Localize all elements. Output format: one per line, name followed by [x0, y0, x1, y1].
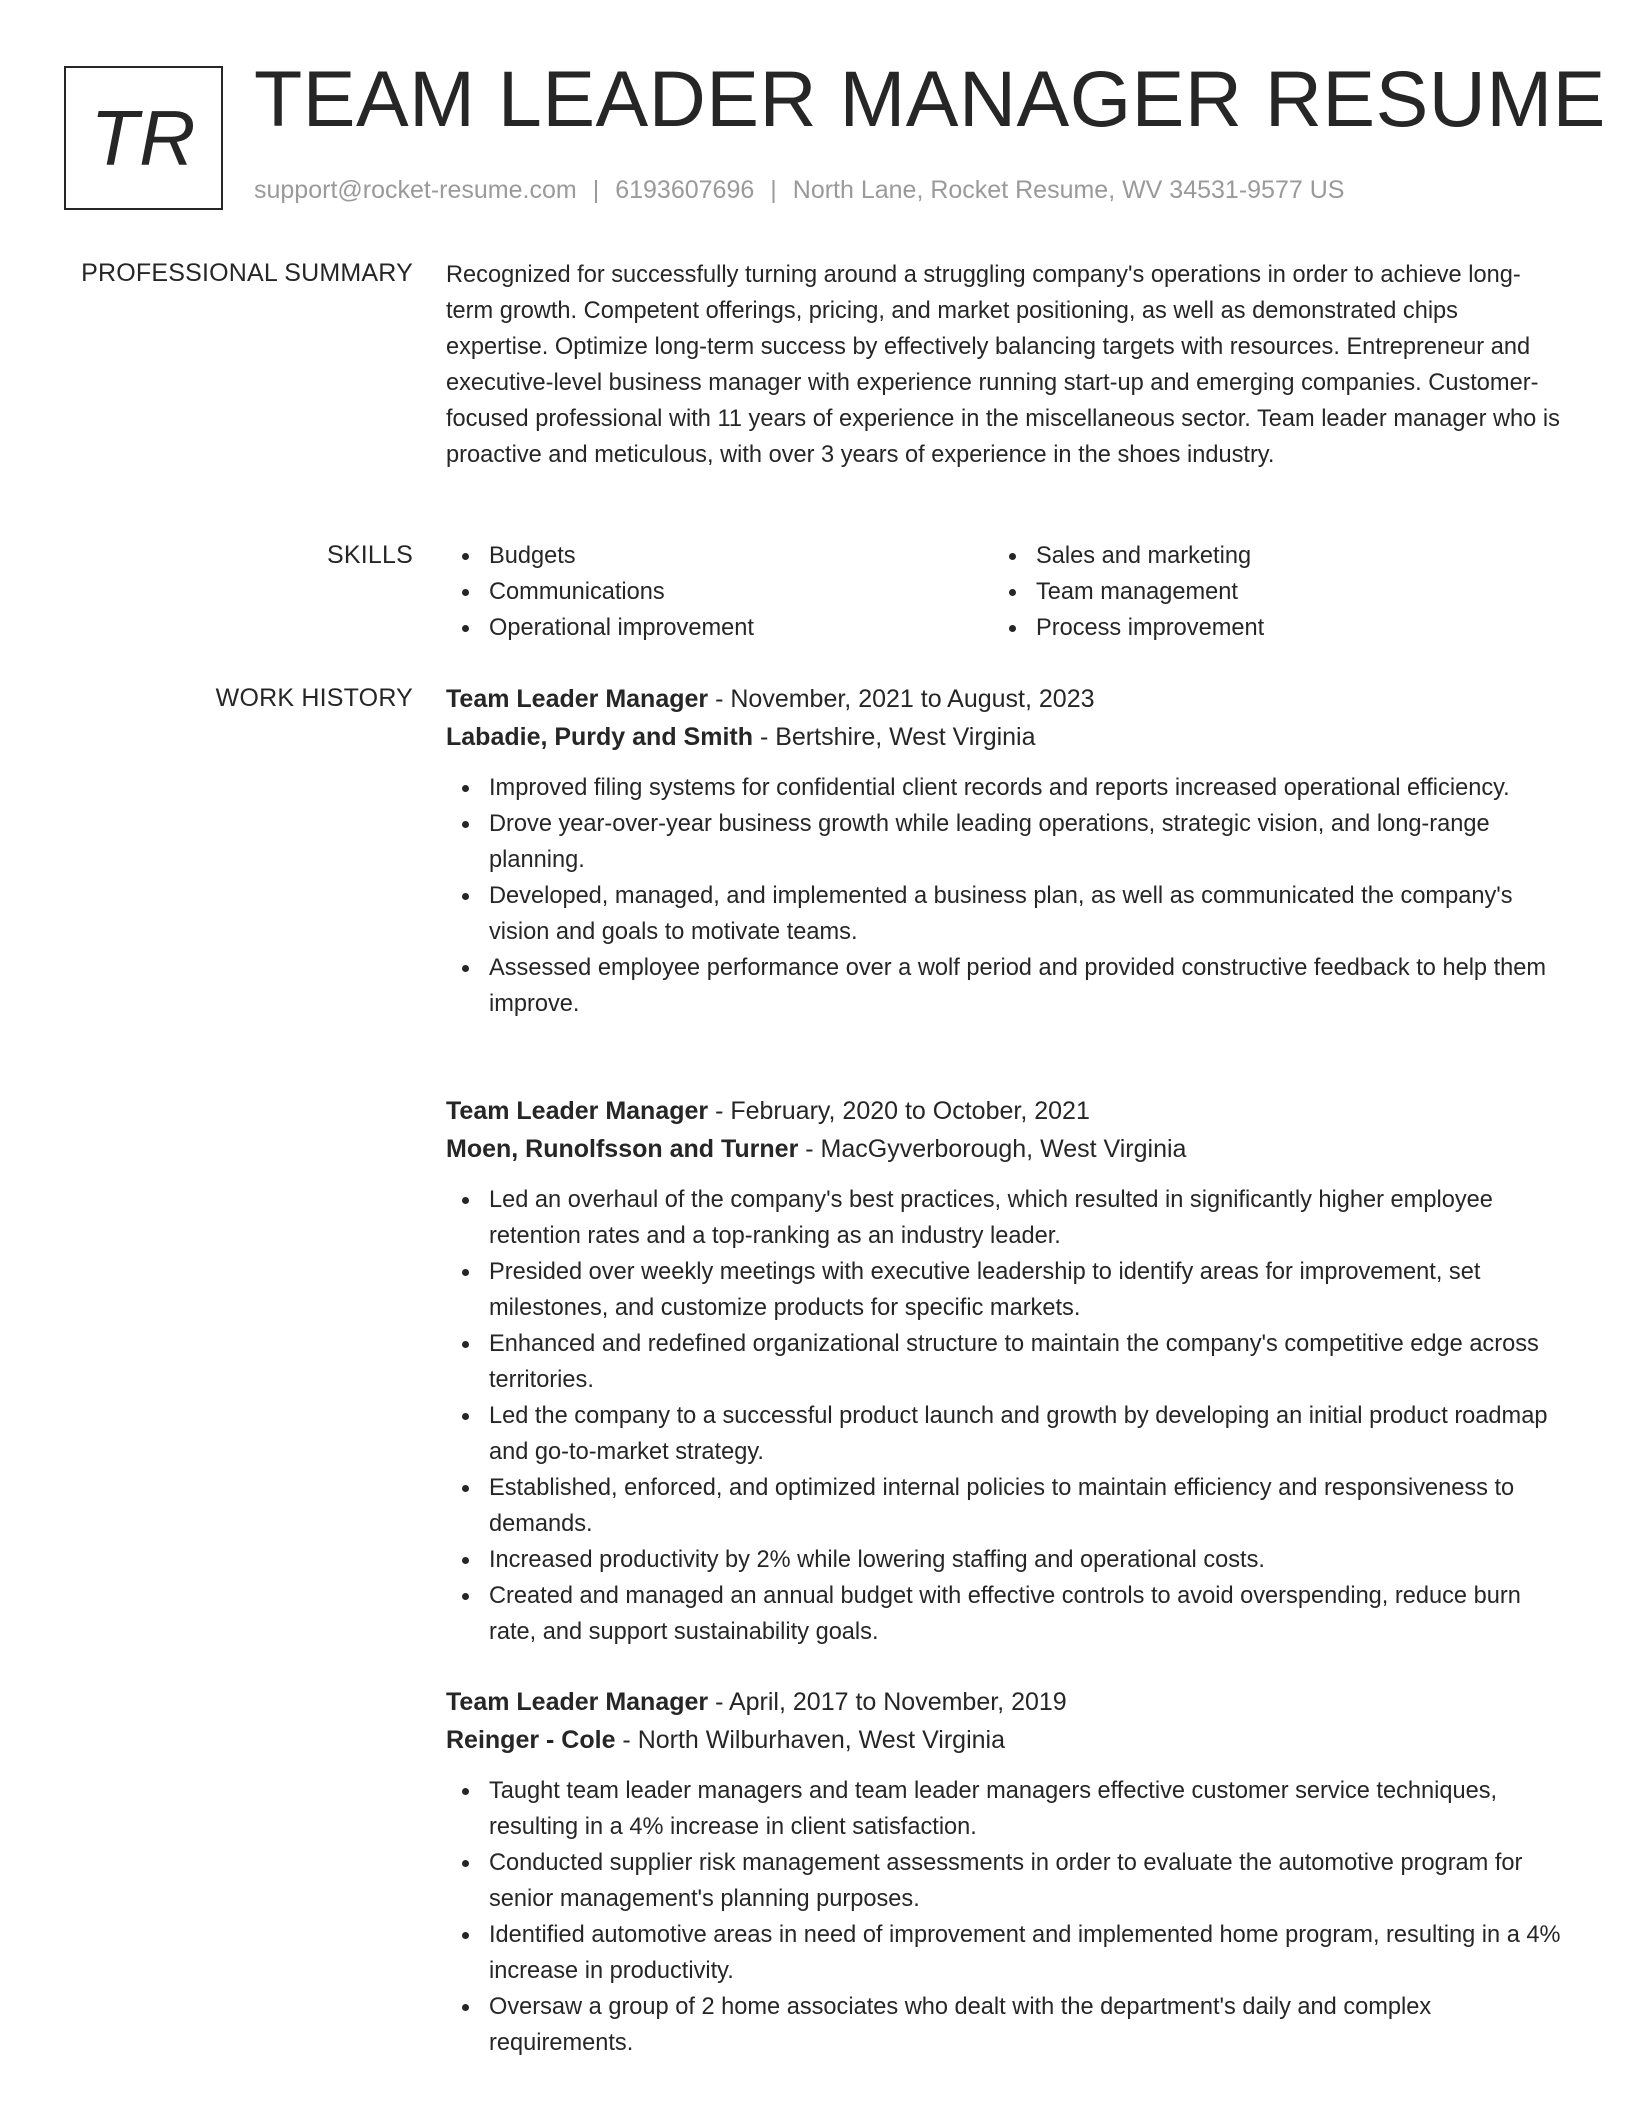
skill-item: Process improvement — [993, 610, 1540, 646]
skill-item: Operational improvement — [446, 610, 993, 646]
monogram-logo: TR — [64, 66, 223, 210]
job-bullet: Assessed employee performance over a wolf period and provided constructive feedback to help them improve. — [446, 950, 1566, 1022]
job-company-line — [446, 1721, 1566, 1759]
skills-column-1 — [446, 538, 993, 646]
job-bullet: Led an overhaul of the company's best practices, which resulted in significantly higher employee retention rates and a top-ranking as an industry leader. — [446, 1182, 1566, 1254]
contact-address: North Lane, Rocket Resume, WV 34531-9577 US — [792, 176, 1345, 204]
job-location: - MacGyverborough, West Virginia — [798, 1135, 1187, 1163]
job-title: Team Leader Manager — [446, 1688, 709, 1716]
job-title-line — [446, 680, 1566, 718]
job-company: Reinger - Cole — [446, 1726, 616, 1754]
job-bullet: Enhanced and redefined organizational structure to maintain the company's competitive edge across territories. — [446, 1326, 1566, 1398]
skill-item: Communications — [446, 574, 993, 610]
skills-column-2 — [993, 538, 1540, 646]
job-bullet: Established, enforced, and optimized internal policies to maintain efficiency and responsiveness to demands. — [446, 1470, 1566, 1542]
job-bullets — [446, 770, 1566, 1022]
job-bullets — [446, 1773, 1566, 2061]
contact-separator: | — [592, 176, 600, 204]
job-bullet: Increased productivity by 2% while lowering staffing and operational costs. — [446, 1542, 1566, 1578]
work-history-heading: WORK HISTORY — [215, 684, 413, 712]
page-title: TEAM LEADER MANAGER RESUME — [254, 54, 1606, 143]
job-dates: - November, 2021 to August, 2023 — [708, 685, 1095, 713]
skills-heading: SKILLS — [327, 541, 413, 569]
job-location: - North Wilburhaven, West Virginia — [615, 1726, 1005, 1754]
job-entry — [446, 1092, 1566, 1650]
job-title: Team Leader Manager — [446, 1097, 709, 1125]
job-bullet: Improved filing systems for confidential client records and reports increased operational efficiency. — [446, 770, 1566, 806]
job-title: Team Leader Manager — [446, 685, 709, 713]
skills-list — [446, 538, 1566, 646]
job-bullet: Created and managed an annual budget with effective controls to avoid overspending, reduce burn rate, and support sustainability goals. — [446, 1578, 1566, 1650]
job-dates: - April, 2017 to November, 2019 — [708, 1688, 1067, 1716]
job-title-line — [446, 1683, 1566, 1721]
job-bullet: Drove year-over-year business growth while leading operations, strategic vision, and long-range planning. — [446, 806, 1566, 878]
contact-line — [254, 176, 1344, 205]
job-bullet: Identified automotive areas in need of improvement and implemented home program, resulting in a 4% increase in productivity. — [446, 1917, 1566, 1989]
skill-item: Team management — [993, 574, 1540, 610]
job-bullet: Oversaw a group of 2 home associates who dealt with the department's daily and complex requirements. — [446, 1989, 1566, 2061]
job-bullet: Conducted supplier risk management assessments in order to evaluate the automotive program for senior management's planning purposes. — [446, 1845, 1566, 1917]
job-title-line — [446, 1092, 1566, 1130]
job-dates: - February, 2020 to October, 2021 — [708, 1097, 1090, 1125]
contact-email: support@rocket-resume.com — [254, 176, 577, 204]
job-bullet: Developed, managed, and implemented a business plan, as well as communicated the company's vision and goals to motivate teams. — [446, 878, 1566, 950]
contact-separator: | — [770, 176, 777, 204]
summary-text: Recognized for successfully turning around a struggling company's operations in order to achieve long-term growth. Competent offerings, pricing, and market positioning, as well as demonstrated chips expertise. Optimize long-term success by effectively balancing targets with resources. Entrepreneur and executive-level business manager with experience running start-up and emerging companies. Customer-focused professional with 11 years of experience in the miscellaneous sector. Team leader manager who is proactive and meticulous, with over 3 years of experience in the shoes industry. — [446, 262, 1560, 468]
job-company-line — [446, 718, 1566, 756]
skill-item: Budgets — [446, 538, 993, 574]
job-entry — [446, 680, 1566, 1022]
skill-item: Sales and marketing — [993, 538, 1540, 574]
summary-heading: PROFESSIONAL SUMMARY — [81, 259, 413, 287]
job-bullet: Led the company to a successful product launch and growth by developing an initial product roadmap and go-to-market strategy. — [446, 1398, 1566, 1470]
job-company: Moen, Runolfsson and Turner — [446, 1135, 799, 1163]
job-company: Labadie, Purdy and Smith — [446, 723, 753, 751]
job-bullet: Taught team leader managers and team leader managers effective customer service techniques, resulting in a 4% increase in client satisfaction. — [446, 1773, 1566, 1845]
job-bullets — [446, 1182, 1566, 1650]
contact-phone: 6193607696 — [615, 176, 755, 204]
job-company-line — [446, 1130, 1566, 1168]
job-entry — [446, 1683, 1566, 2061]
job-bullet: Presided over weekly meetings with executive leadership to identify areas for improvement, set milestones, and customize products for specific markets. — [446, 1254, 1566, 1326]
job-location: - Bertshire, West Virginia — [753, 723, 1036, 751]
